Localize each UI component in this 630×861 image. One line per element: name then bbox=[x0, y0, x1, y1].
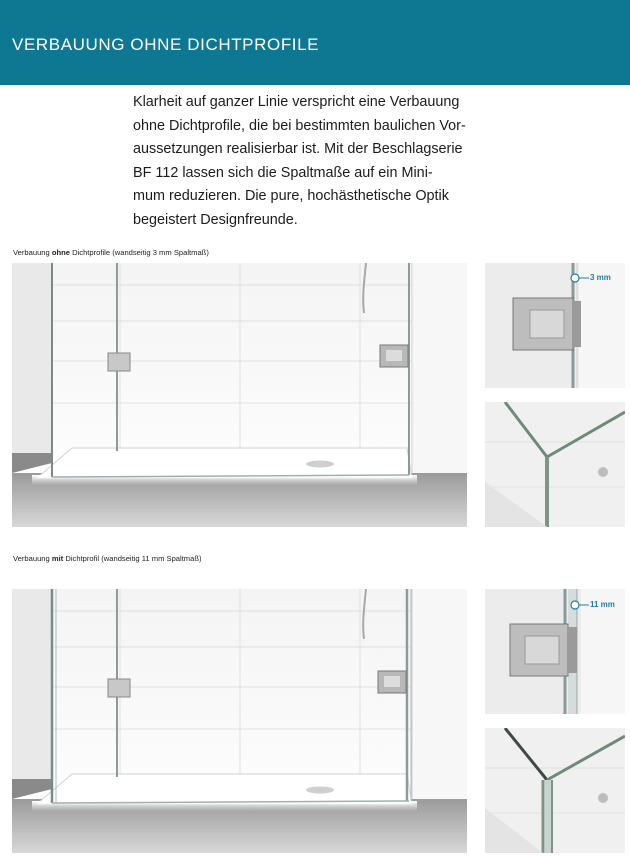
intro-line: mum reduzieren. Die pure, hochästhetische Optik bbox=[133, 188, 449, 204]
header-bar bbox=[0, 0, 630, 85]
section2-caption bbox=[13, 554, 202, 563]
caption-text: Verbauung bbox=[13, 554, 52, 563]
caption-emphasis: ohne bbox=[51, 248, 70, 257]
caption-text: Verbauung bbox=[13, 248, 52, 257]
corner-detail-with-seal bbox=[485, 728, 625, 853]
caption-emphasis: mit bbox=[51, 554, 64, 563]
intro-line: begeistert Designfreunde. bbox=[133, 211, 298, 228]
intro-paragraph bbox=[133, 91, 503, 232]
gap-measurement-label: 3 mm bbox=[590, 273, 611, 282]
intro-line: BF 112 lassen sich die Spaltmaße auf ein Mini- bbox=[133, 164, 433, 181]
intro-line: ohne Dichtprofile, die bei bestimmten baulichen Vor- bbox=[133, 117, 466, 134]
caption-text: Dichtprofil (wandseitig 11 mm Spaltmaß) bbox=[63, 554, 202, 563]
caption-text: Dichtprofile (wandseitig 3 mm Spaltmaß) bbox=[70, 248, 209, 257]
gap-measurement-label: 11 mm bbox=[590, 600, 615, 609]
intro-line: aussetzungen realisierbar ist. Mit der Beschlagserie bbox=[133, 141, 463, 157]
page-title: VERBAUUNG OHNE DICHTPROFILE bbox=[12, 35, 320, 54]
corner-detail-without-seal bbox=[485, 402, 625, 527]
intro-line: Klarheit auf ganzer Linie verspricht eine Verbauung bbox=[133, 94, 460, 110]
shower-photo-without-seal bbox=[12, 263, 467, 527]
section1-caption bbox=[13, 248, 209, 257]
shower-photo-with-seal bbox=[12, 589, 467, 853]
